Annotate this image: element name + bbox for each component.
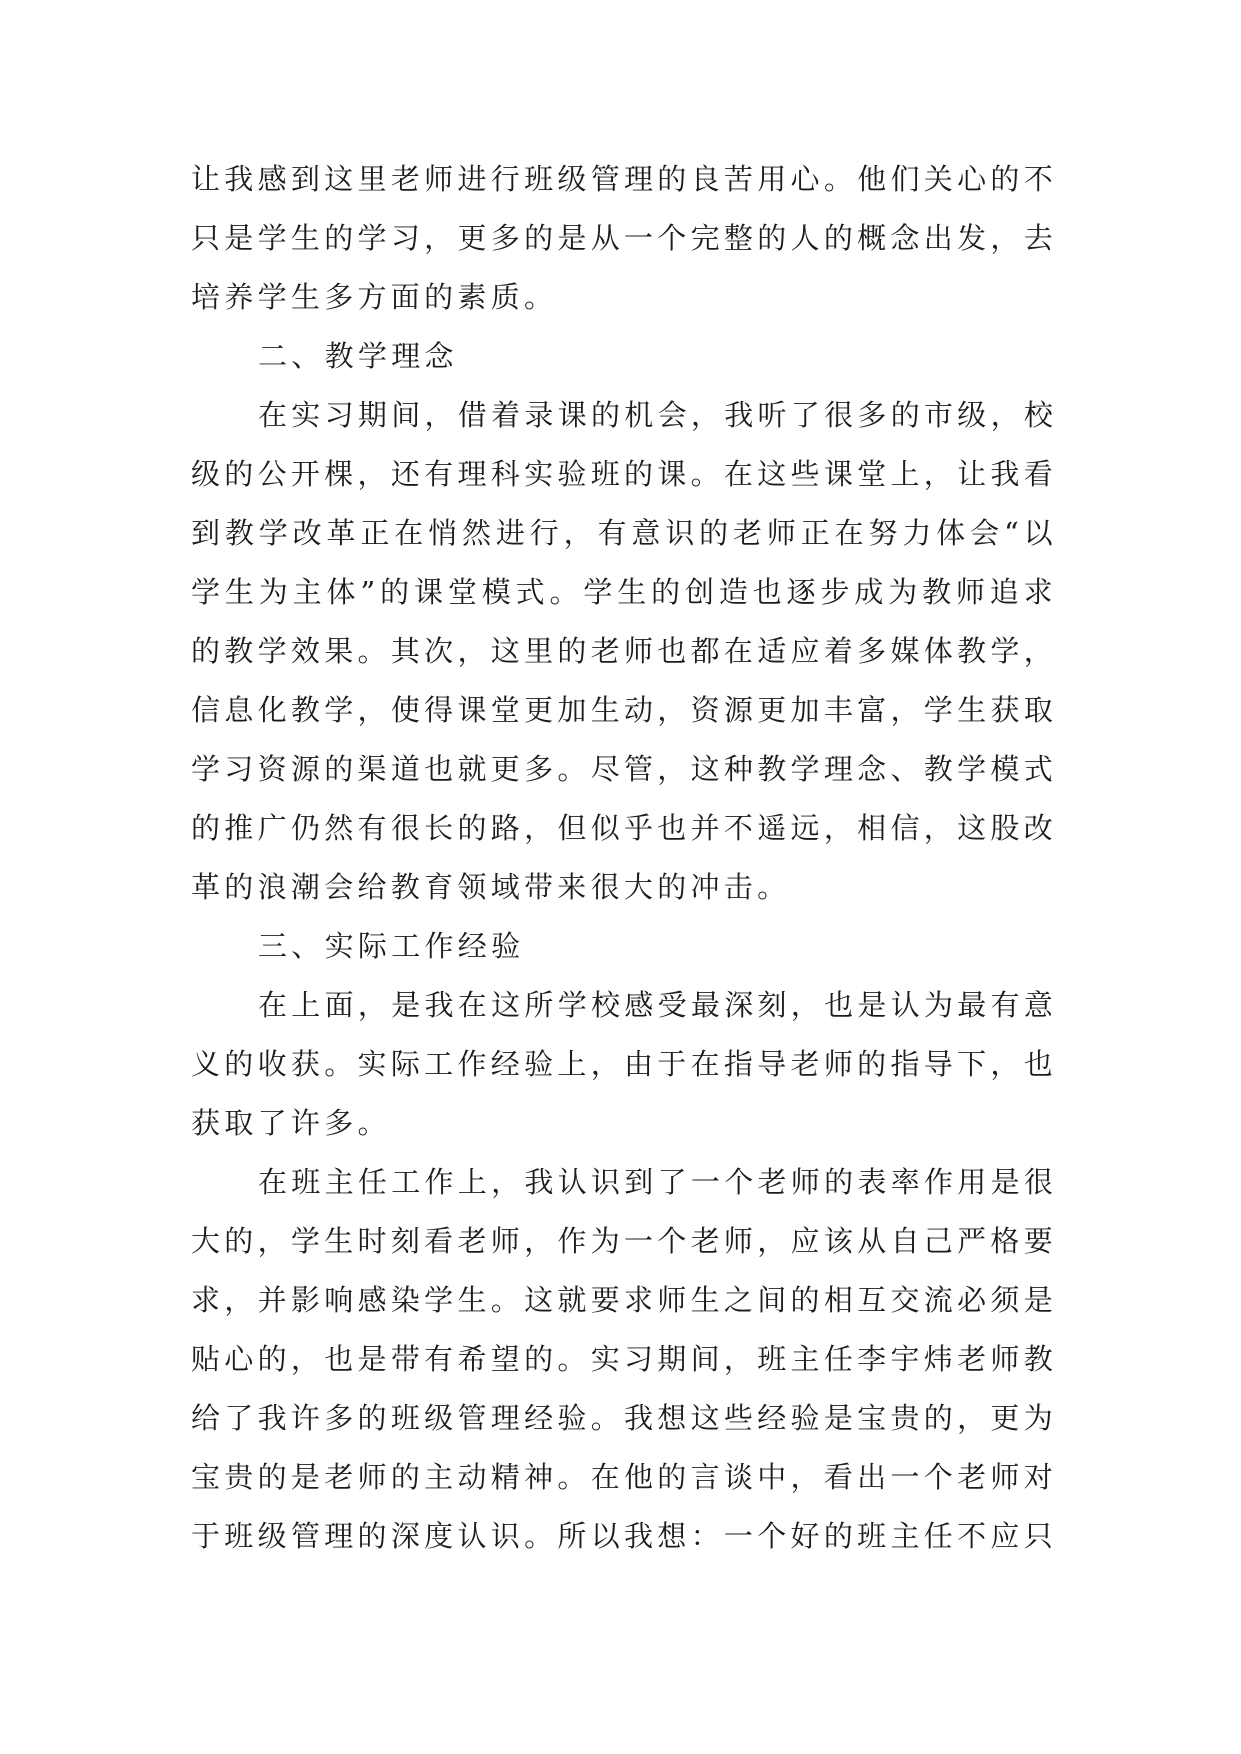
paragraph [191, 150, 1241, 327]
text-line: 革的浪潮会给教育领域带来很大的冲击。 [191, 870, 791, 904]
text-line: 让我感到这里老师进行班级管理的良苦用心。他们关心的不 [191, 162, 1057, 196]
text-line: 信息化教学，使得课堂更加生动，资源更加丰富，学生获取 [191, 693, 1057, 727]
text-line: 求，并影响感染学生。这就要求师生之间的相互交流必须是 [191, 1283, 1057, 1317]
section-heading: 三、实际工作经验 [258, 929, 525, 963]
text-line: 级的公开棵，还有理科实验班的课。在这些课堂上，让我看 [191, 457, 1057, 491]
text-line: 的推广仍然有很长的路，但似乎也并不遥远，相信，这股改 [191, 811, 1057, 845]
text-line: 宝贵的是老师的主动精神。在他的言谈中，看出一个老师对 [191, 1460, 1057, 1494]
paragraph [191, 1153, 1241, 1566]
text-line: 学生为主体”的课堂模式。学生的创造也逐步成为教师追求 [191, 575, 1057, 609]
text-line: 大的，学生时刻看老师，作为一个老师，应该从自己严格要 [191, 1224, 1057, 1258]
text-line: 培养学生多方面的素质。 [191, 280, 558, 314]
section-heading: 二、教学理念 [258, 339, 458, 373]
text-line: 在上面，是我在这所学校感受最深刻，也是认为最有意 [258, 988, 1058, 1022]
text-line: 只是学生的学习，更多的是从一个完整的人的概念出发，去 [191, 221, 1057, 255]
text-line: 的教学效果。其次，这里的老师也都在适应着多媒体教学， [191, 634, 1057, 668]
text-line: 学习资源的渠道也就更多。尽管，这种教学理念、教学模式 [191, 752, 1057, 786]
text-line: 获取了许多。 [191, 1106, 391, 1140]
text-line: 在实习期间，借着录课的机会，我听了很多的市级，校 [258, 398, 1058, 432]
text-line: 在班主任工作上，我认识到了一个老师的表率作用是很 [258, 1165, 1058, 1199]
paragraph [191, 386, 1241, 917]
text-line: 义的收获。实际工作经验上，由于在指导老师的指导下，也 [191, 1047, 1057, 1081]
text-line: 贴心的，也是带有希望的。实习期间，班主任李宇炜老师教 [191, 1342, 1057, 1376]
paragraph [191, 976, 1241, 1153]
text-line: 到教学改革正在悄然进行，有意识的老师正在努力体会“以 [191, 516, 1057, 550]
text-line: 于班级管理的深度认识。所以我想：一个好的班主任不应只 [191, 1519, 1057, 1553]
text-line: 给了我许多的班级管理经验。我想这些经验是宝贵的，更为 [191, 1401, 1057, 1435]
